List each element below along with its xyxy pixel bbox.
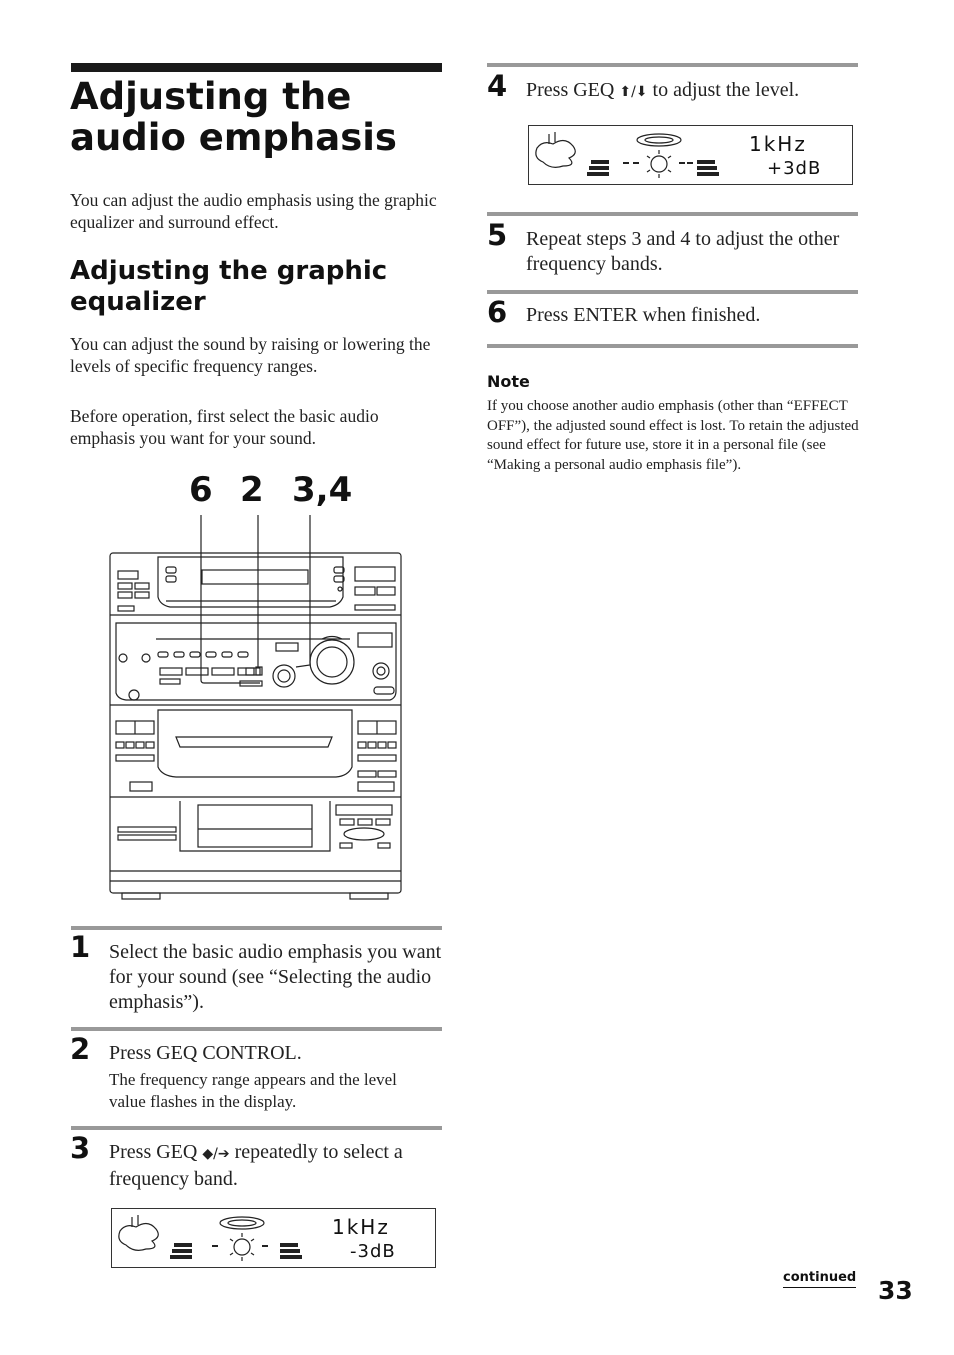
step-3-text-post: repeatedly to select a frequency band. bbox=[109, 1141, 403, 1190]
section-heading: Adjusting the graphic equalizer bbox=[70, 256, 388, 317]
step-6-text: Press ENTER when finished. bbox=[526, 304, 761, 326]
step-3-rule bbox=[71, 1126, 442, 1130]
left-right-arrow-icon: ◆/➔ bbox=[202, 1146, 230, 1162]
lcd-frequency: 1kHz bbox=[332, 1215, 390, 1239]
lcd-level: -3dB bbox=[350, 1241, 396, 1262]
page-title: Adjusting the audio emphasis bbox=[70, 75, 397, 159]
stereo-system-illustration bbox=[100, 515, 410, 905]
step-4-rule bbox=[487, 63, 858, 67]
callout-2: 2 bbox=[240, 470, 264, 510]
lcd-display-step-4 bbox=[528, 125, 853, 185]
step-2-text: Press GEQ CONTROL. bbox=[109, 1042, 302, 1064]
step-1-rule bbox=[71, 926, 442, 930]
step-5-text: Repeat steps 3 and 4 to adjust the other frequency bands. bbox=[526, 228, 840, 275]
lcd-level-2: +3dB bbox=[767, 158, 822, 179]
lcd-frequency-2: 1kHz bbox=[749, 132, 807, 156]
note-text: If you choose another audio emphasis (other than “EFFECT OFF”), the adjusted sound effect is lost. To retain the adjusted sound effect for future use, store it in a personal file (see “Making a personal audio emphasis file”). bbox=[487, 398, 859, 473]
step-2-subtext: The frequency range appears and the level value flashes in the display. bbox=[109, 1070, 397, 1111]
step-4-text-post: to adjust the level. bbox=[647, 79, 800, 101]
step-2-number: 2 bbox=[70, 1032, 91, 1066]
step-4-text bbox=[526, 78, 861, 105]
step-3-text bbox=[109, 1140, 444, 1192]
step-6-rule bbox=[487, 290, 858, 294]
lcd-display-step-3 bbox=[111, 1208, 436, 1268]
step-4-number: 4 bbox=[487, 69, 508, 103]
step-4-text-pre: Press GEQ bbox=[526, 79, 620, 101]
callout-3-4: 3,4 bbox=[292, 470, 353, 510]
continued-label: continued bbox=[783, 1270, 856, 1288]
section-para-2: Before operation, first select the basic audio emphasis you want for your sound. bbox=[70, 406, 379, 448]
page-number: 33 bbox=[878, 1276, 913, 1305]
section-para-1: You can adjust the sound by raising or lowering the levels of specific frequency ranges. bbox=[70, 334, 431, 376]
up-down-arrow-icon: ⬆/⬇ bbox=[619, 84, 648, 100]
callout-6: 6 bbox=[189, 470, 213, 510]
step-2-rule bbox=[71, 1027, 442, 1031]
step-1-text: Select the basic audio emphasis you want for your sound (see “Selecting the audio emphasis”). bbox=[109, 941, 442, 1013]
step-6-number: 6 bbox=[487, 295, 508, 329]
step-3-text-pre: Press GEQ bbox=[109, 1141, 203, 1163]
intro-text: You can adjust the audio emphasis using the graphic equalizer and surround effect. bbox=[70, 190, 437, 232]
steps-end-rule bbox=[487, 344, 858, 348]
step-3-number: 3 bbox=[70, 1131, 91, 1165]
note-heading: Note bbox=[487, 372, 530, 391]
step-5-rule bbox=[487, 212, 858, 216]
title-bar bbox=[71, 63, 442, 72]
step-1-number: 1 bbox=[70, 930, 91, 964]
step-5-number: 5 bbox=[487, 218, 508, 252]
